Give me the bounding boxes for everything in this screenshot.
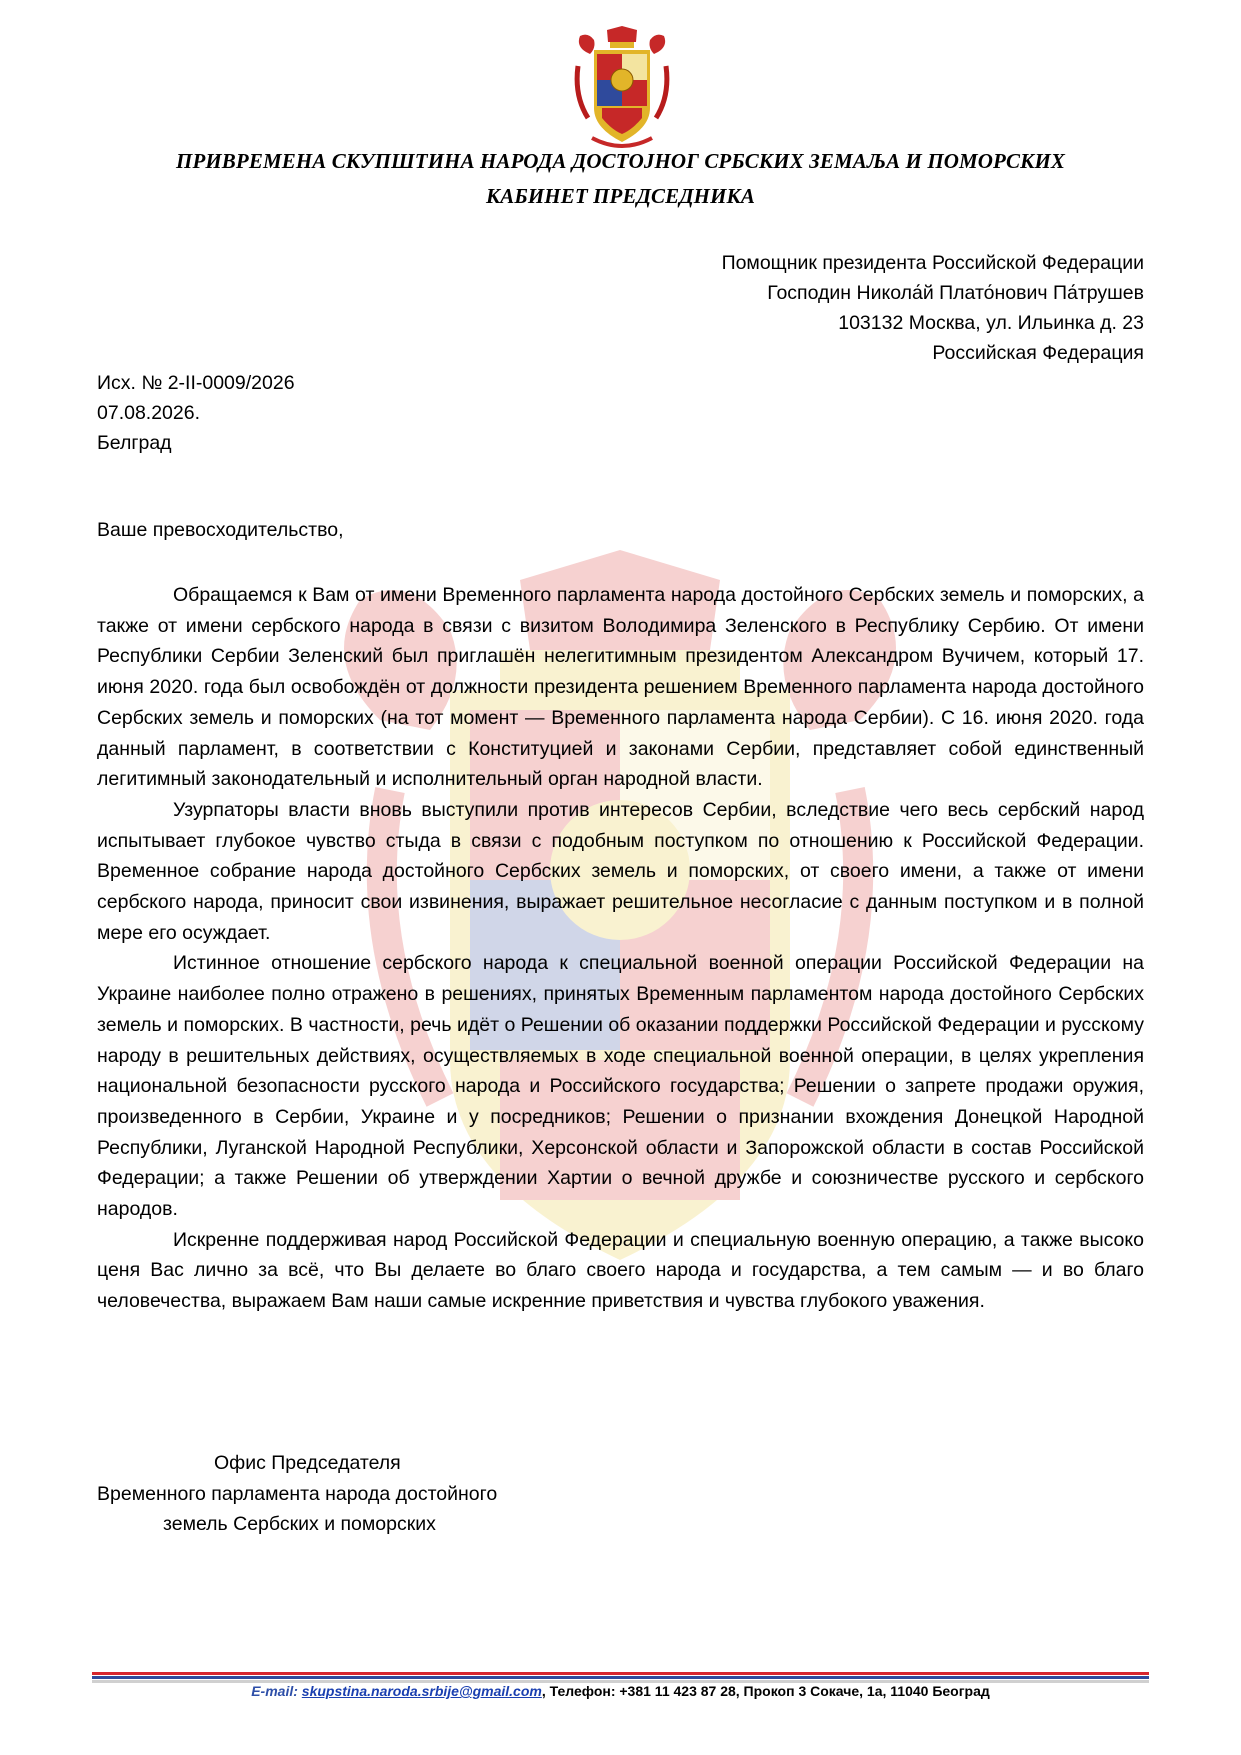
reference-date: 07.08.2026. (97, 402, 201, 424)
addressee-line: Российская Федерация (932, 342, 1144, 364)
signature-block (97, 1448, 497, 1540)
footer-bar-red (92, 1672, 1149, 1675)
reference-block (97, 368, 295, 458)
signature-line: Офис Председателя (214, 1452, 401, 1474)
body-paragraph: Истинное отношение сербского народа к специальной военной операции Российской Федерации на Украине наиболее полно отражено в решениях, принятых Временным парламентом народа достойного Сербских земель и поморских. В частности, речь идёт о Решении об оказании поддержки Российской Федерации и русскому народу в решительных действиях, осуществляемых в ходе специальной военной операции, в целях укрепления национальной безопасности русского народа и Российского государства; Решении о запрете продажи оружия, произведенного в Сербии, Украине и у посредников; Решении о признании вхождения Донецкой Народной Республики, Луганской Народной Республики, Херсонской области и Запорожской области в состав Российской Федерации; а также Решении об утверждении Хартии о вечной дружбе и союзничестве русского и сербского народов. (97, 952, 1144, 1221)
footer-bar-blue (92, 1676, 1149, 1679)
addressee-line: Господин Никола́й Плато́нович Па́трушев (767, 282, 1144, 304)
contact-info: , Телефон: +381 11 423 87 28, Прокоп 3 Сокаче, 1а, 11040 Београд (541, 1683, 990, 1699)
addressee-line: Помощник президента Российской Федерации (721, 252, 1144, 274)
signature-line: Временного парламента народа достойного (97, 1482, 498, 1505)
footer-contact (0, 1683, 1241, 1699)
reference-city: Белград (97, 432, 172, 454)
body-paragraph: Искренне поддерживая народ Российской Федерации и специальную военную операцию, а также высоко ценя Вас лично за всё, что Вы делаете во благо своего народа и государства, а тем самым — и во благо человечества, выражаем Вам наши самые искренние приветствия и чувства глубокого уважения. (97, 1228, 1144, 1313)
cabinet-title: КАБИНЕТ ПРЕДСЕДНИКА (485, 184, 756, 208)
coat-of-arms-icon (572, 26, 672, 154)
email-link[interactable]: skupstina.naroda.srbije@gmail.com (301, 1683, 542, 1699)
letter-body (97, 580, 1144, 1317)
body-paragraph: Узурпаторы власти вновь выступили против интересов Сербии, вследствие чего весь сербский народ испытывает глубокое чувство стыда в связи с подобным поступком по отношению к Российской Федерации. Временное собрание народа достойного Сербских земель и поморских, от своего имени, а также от имени сербского народа, приносит свои извинения, выражает решительное несогласие с данным поступком и в полной мере его осуждает. (97, 798, 1144, 944)
addressee-line: 103132 Москва, ул. Ильинка д. 23 (838, 312, 1144, 334)
email-label: E-mail: (251, 1683, 298, 1699)
greeting: Ваше превосходительство, (97, 519, 344, 541)
addressee-block (722, 248, 1144, 368)
institution-title: ПРИВРЕМЕНА СКУПШТИНА НАРОДА ДОСТОЈНОГ СРБСКИХ ЗЕМАЉА И ПОМОРСКИХ (176, 149, 1065, 173)
reference-number: Исх. № 2-II-0009/2026 (97, 372, 295, 394)
signature-line: земель Сербских и поморских (163, 1513, 436, 1535)
body-paragraph: Обращаемся к Вам от имени Временного парламента народа достойного Сербских земель и поморских, а также от имени сербского народа в связи с визитом Володимира Зеленского в Республику Сербию. От имени Республики Сербии Зеленский был приглашён нелегитимным президентом Александром Вучичем, который 17. июня 2020. года был освобождён от должности президента решением Временного парламента народа достойного Сербских земель и поморских (на тот момент — Временного парламента народа Сербии). С 16. июня 2020. года данный парламент, в соответствии с Конституцией и законами Сербии, представляет собой единственный легитимный законодательный и исполнительный орган народной власти. (97, 584, 1144, 791)
